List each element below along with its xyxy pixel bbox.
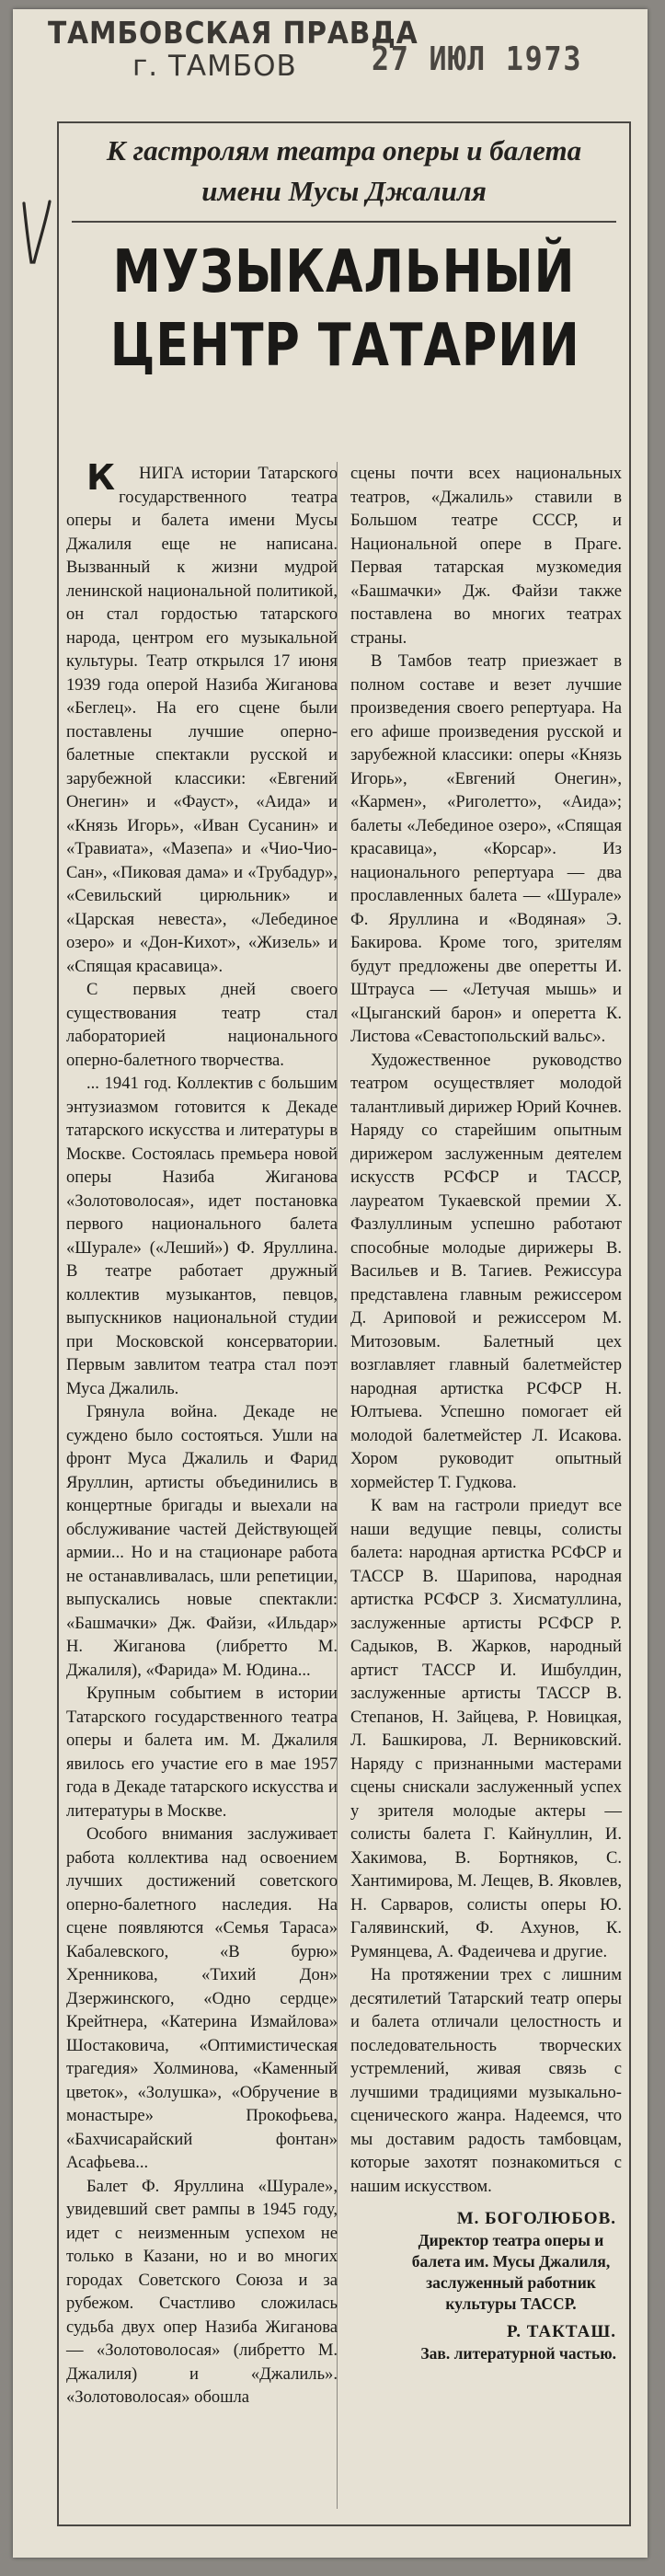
article-headline bbox=[59, 223, 629, 383]
paragraph: На протяжении трех с лишним десятилетий Татарский театр оперы и балета отличали целостность и последовательность творческих устремлений, живая связь с лучшими традициями музыкально-сценического жанра. Надеемся, что мы доставим радость тамбовцам, которые захотят познакомиться с нашим искусством. bbox=[350, 1965, 622, 2196]
publication-date: 27 ИЮЛ 1973 bbox=[372, 40, 583, 78]
paragraph: Балет Ф. Яруллина «Шурале», увидевший свет рампы в 1945 году, идет с неизменным успехом не только в Казани, но и во многих городах Советского Союза и за рубежом. Счастливо сложилась судьба двух опер Назиба Жиганова — «Золотоволосая» (либретто М. Джалиля) и «Джалиль». «Золотоволосая» обошла bbox=[66, 2176, 338, 2407]
paragraph: Крупным событием в истории Татарского государственного театра оперы и балета им. М. Джалиля явилось его участие его в мае 1957 года в Декаде татарского искусства и литературы в Москве. bbox=[66, 1684, 338, 1821]
headline-line: МУЗЫКАЛЬНЫЙ bbox=[112, 238, 576, 306]
signature-role: Директор театра оперы и балета им. Мусы Джалиля, заслуженный работник культуры ТАССР. bbox=[411, 2231, 611, 2313]
paragraph: Художественное руководство театром осуществляет молодой талантливый дирижер Юрий Кочнев. Наряду со старейшим опытным дирижером заслуженным деятелем искусств РСФСР и ТАССР, лауреатом Тукаевской премии Х. Фазлуллиным успешно работают способные молодые дирижеры В. Васильев и В. Тагиев. Режиссура представлена главным режиссером Д. Ариповой и режиссером М. Митозовым. Балетный цех возглавляет главный балетмейстер народная артистка РСФСР Н. Юлтыева. Успешно помогает ей молодой балетмейстер Л. Исакова. Хором руководит опытный хормейстер Т. Гудкова. bbox=[350, 1050, 622, 1492]
article-column-right bbox=[350, 462, 622, 2409]
article-body bbox=[66, 457, 622, 2409]
signatures bbox=[350, 2207, 622, 2364]
paragraph: Грянула война. Декаде не суждено было состояться. Ушли на фронт Муса Джалиль и Фарид Яруллин, артисты объединились в концертные бригады и выехали на обслуживание частей Действующей армии... Но и на стационаре работа не останавливалась, шли репетиции, выпускались новые спектакли: «Башмачки» Дж. Файзи, «Ильдар» Н. Жиганова (либретто М. Джалиля), «Фарида» М. Юдина... bbox=[66, 1402, 338, 1680]
newspaper-clipping bbox=[13, 9, 648, 2558]
paragraph: Особого внимания заслуживает работа коллектива над освоением лучших достижений советского оперно-балетного наследия. На сцене появляются «Семья Тараса» Кабалевского, «В бурю» Хренникова, «Тихий Дон» Дзержинского, «Одно сердце» Крейтнера, «Катерина Измайлова» Шостаковича, «Оптимистическая трагедия» Холминова, «Каменный цветок», «Золушка», «Обручение в монастыре» Прокофьева, «Бахчисарайский фонтан» Асафьева... bbox=[66, 1824, 338, 2172]
signature-name: М. БОГОЛЮБОВ. bbox=[456, 2209, 616, 2228]
paragraph: сцены почти всех национальных театров, «Джалиль» ставили в Большом театре СССР, и Национальной опере в Праге. Первая татарская музкомедия «Башмачки» Дж. Файзи также поставлена во многих театрах страны. bbox=[350, 464, 622, 648]
paragraph: ... 1941 год. Коллектив с большим энтузиазмом готовится к Декаде татарского искусства и литературы в Москве. Состоялась премьера новой оперы Назиба Жиганова «Золотоволосая», идет постановка первого национального балета «Шурале» («Леший») Ф. Яруллина. В театре работает дружный коллектив музыкантов, певцов, выпускников национальной студии при Московской консерватории. Первым завлитом театра стал поэт Муса Джалиль. bbox=[66, 1074, 338, 1398]
newspaper-city: г. ТАМБОВ bbox=[132, 50, 297, 83]
kicker-line: имени Мусы Джалиля bbox=[201, 175, 487, 207]
paragraph: С первых дней своего существования театр стал лабораторией национального оперно-балетного творчества. bbox=[66, 980, 338, 1070]
newspaper-stamp bbox=[48, 15, 418, 99]
paragraph: В Тамбов театр приезжает в полном составе и везет лучшие произведения своего репертуара. На его афише произведения русской и зарубежной классики: оперы «Князь Игорь», «Евгений Онегин», «Кармен», «Риголетто», «Аида»; балеты «Лебединое озеро», «Спящая красавица», «Корсар». Из национального репертуара — два прославленных балета — «Шурале» Ф. Яруллина и «Водяная» Э. Бакирова. Кроме того, зрителям будут предложены две оперетты И. Штрауса — «Летучая мышь» и «Цыганский барон» и оперетта К. Листова «Севастопольский вальс». bbox=[350, 651, 622, 1046]
handwritten-check-mark-icon bbox=[18, 198, 55, 271]
paragraph: К вам на гастроли приедут все наши ведущие певцы, солисты балета: народная артистка РСФСР и ТАССР В. Шарипова, народная артистка РСФСР З. Хисматуллина, заслуженные артисты РСФСР Р. Садыков, В. Жарков, народный артист ТАССР И. Ишбулдин, заслуженные артисты ТАССР В. Степанов, Н. Зайцева, Р. Новицкая, Л. Башкирова, Л. Верниковский. Наряду с признанными мастерами сцены снискали заслуженный успех у зрителя молодые актеры — солисты балета Г. Кайнуллин, И. Хакимова, В. Бортняков, С. Хантимирова, М. Лещев, В. Яковлев, Н. Сарваров, солисты оперы Ю. Галявинский, Ф. Ахунов, К. Румянцева, А. Фадеичева и другие. bbox=[350, 1496, 622, 1961]
article-column-left bbox=[66, 457, 338, 2409]
headline-line: ЦЕНТР ТАТАРИИ bbox=[109, 312, 580, 380]
article-kicker bbox=[59, 123, 629, 212]
kicker-line: К гастролям театра оперы и балета bbox=[106, 134, 582, 167]
paragraph: КНИГА истории Татарского государственного театра оперы и балета имени Мусы Джалиля еще не написана. Вызванный к жизни мудрой ленинской национальной политикой, он стал гордостью татарского народа, центром его музыкальной культуры. Театр открылся 17 июня 1939 года оперой Назиба Жиганова «Беглец». На его сцене были поставлены лучшие оперно-балетные спектакли русской и зарубежной классики: «Евгений Онегин» и «Фауст», «Аида» и «Князь Игорь», «Иван Сусанин» и «Травиата», «Мазепа» и «Чио-Чио-Сан», «Пиковая дама» и «Трубадур», «Севильский цирюльник» и «Царская невеста», «Лебединое озеро» и «Дон-Кихот», «Жизель» и «Спящая красавица». bbox=[66, 457, 338, 976]
newspaper-name: ТАМБОВСКАЯ ПРАВДА bbox=[48, 15, 418, 51]
signature-name: Р. ТАКТАШ. bbox=[506, 2322, 616, 2341]
signature-role: Зав. литературной частью. bbox=[420, 2344, 616, 2363]
article-frame bbox=[57, 121, 631, 2526]
